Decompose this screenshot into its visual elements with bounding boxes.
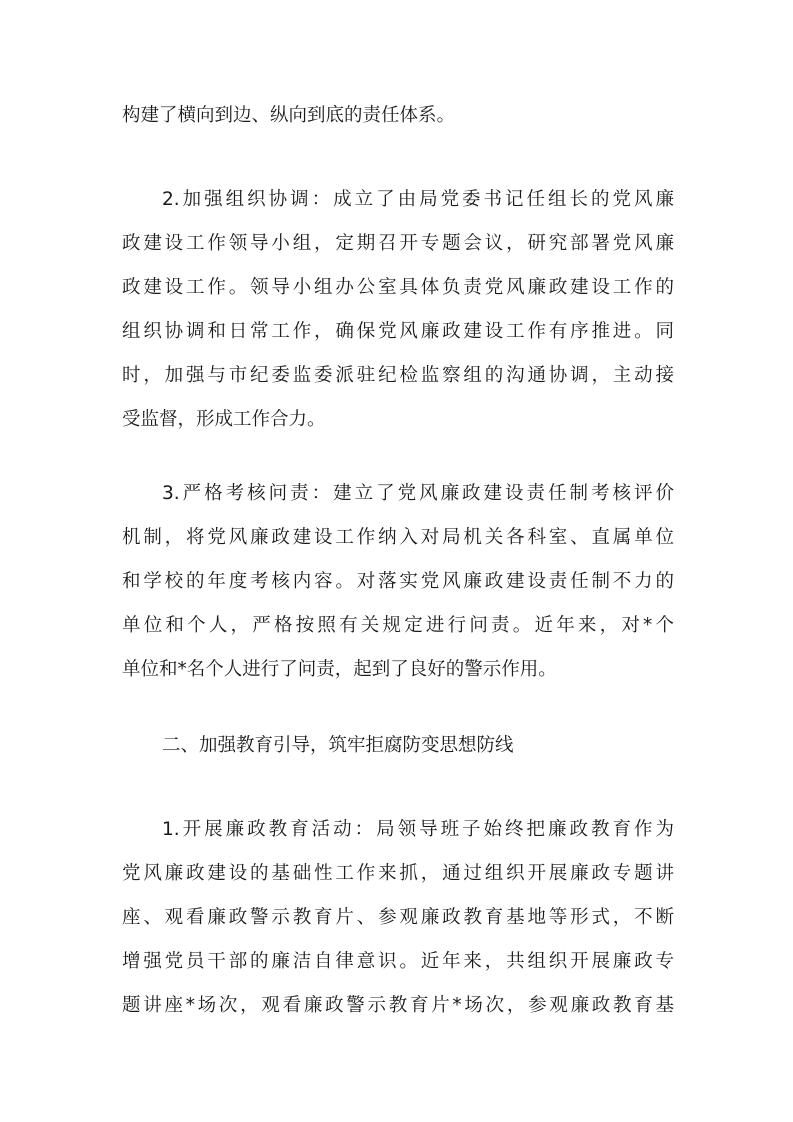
section-heading: 二、加强教育引导，筑牢拒腐防变思想防线 (162, 735, 514, 756)
paragraph-line: 政建设工作。领导小组办公室具体负责党风廉政建设工作的 (122, 277, 674, 298)
paragraph-line: 单位和个人，严格按照有关规定进行问责。近年来，对*个 (122, 615, 674, 636)
paragraph-line: 时，加强与市纪委监委派驻纪检监察组的沟通协调，主动接 (122, 365, 674, 386)
paragraph-line: 座、观看廉政警示教育片、参观廉政教育基地等形式，不断 (122, 907, 674, 928)
paragraph-line: 2.加强组织协调：成立了由局党委书记任组长的党风廉 (162, 189, 674, 210)
paragraph-line: 3.严格考核问责：建立了党风廉政建设责任制考核评价 (162, 483, 674, 504)
paragraph-line: 机制，将党风廉政建设工作纳入对局机关各科室、直属单位 (122, 527, 674, 548)
paragraph-line: 单位和*名个人进行了问责，起到了良好的警示作用。 (122, 659, 557, 680)
paragraph-line: 组织协调和日常工作，确保党风廉政建设工作有序推进。同 (122, 321, 674, 342)
paragraph-line: 1.开展廉政教育活动：局领导班子始终把廉政教育作为 (162, 819, 674, 840)
paragraph-line: 党风廉政建设的基础性工作来抓，通过组织开展廉政专题讲 (122, 863, 674, 884)
paragraph-line: 政建设工作领导小组，定期召开专题会议，研究部署党风廉 (122, 233, 674, 254)
paragraph-line: 题讲座*场次，观看廉政警示教育片*场次，参观廉政教育基 (122, 995, 674, 1016)
paragraph-line: 构建了横向到边、纵向到底的责任体系。 (122, 105, 456, 126)
paragraph-line: 和学校的年度考核内容。对落实党风廉政建设责任制不力的 (122, 571, 674, 592)
paragraph-line: 受监督，形成工作合力。 (122, 409, 326, 430)
paragraph-line: 增强党员干部的廉洁自律意识。近年来，共组织开展廉政专 (122, 951, 674, 972)
